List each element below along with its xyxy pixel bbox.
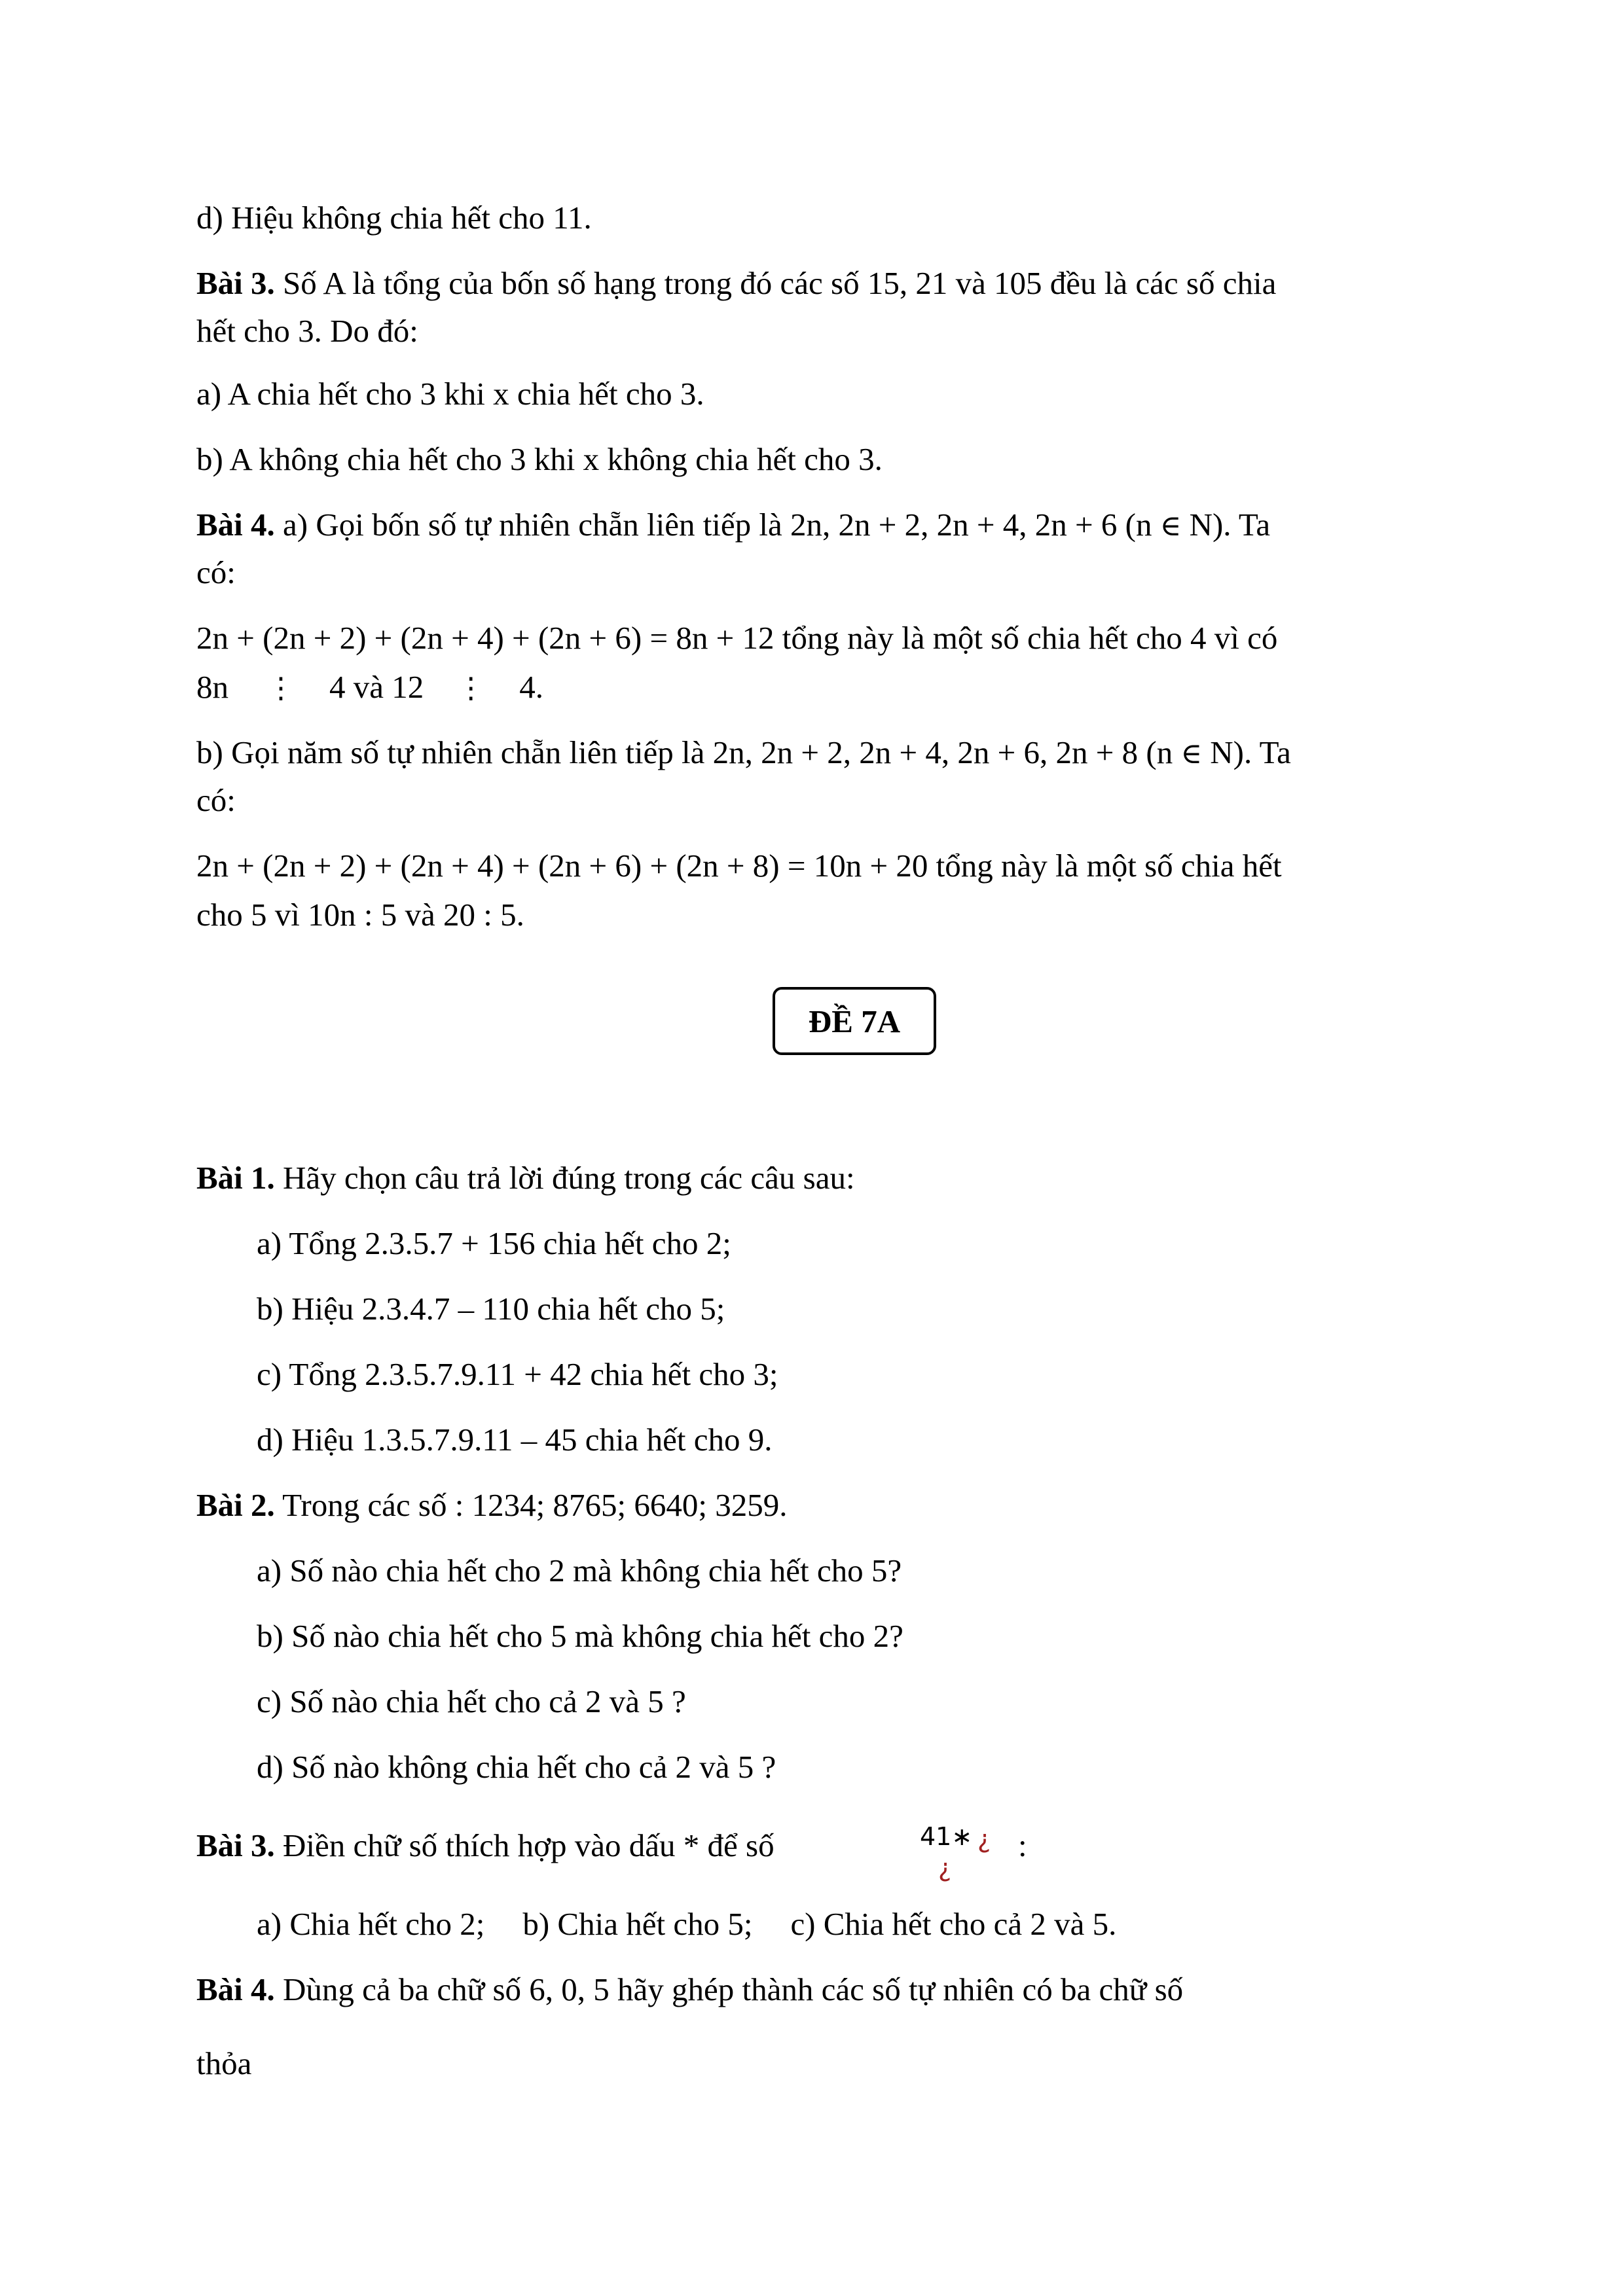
- q3-glyph-top: ¿: [977, 1825, 991, 1854]
- bai3-answer-a: [196, 374, 704, 414]
- q3-glyph-bottom: ¿: [938, 1854, 952, 1882]
- q1-option: [257, 1289, 725, 1329]
- q4-text: Dùng cả ba chữ số 6, 0, 5 hãy ghép thành các số tự nhiên có ba chữ số: [274, 1971, 1184, 2007]
- bai3-line-2: [196, 312, 418, 351]
- exam-q4-cont: [196, 2044, 251, 2083]
- answer-line-d: [196, 198, 592, 238]
- q3-label: Bài 3.: [196, 1827, 275, 1863]
- bai3-label: Bài 3.: [196, 265, 275, 301]
- q1-text: Hãy chọn câu trả lời đúng trong các câu sau:: [274, 1160, 855, 1196]
- exam-title: ĐỀ 7A: [808, 1003, 901, 1039]
- bai3-b-text: b) A không chia hết cho 3 khi x không chia hết cho 3.: [196, 441, 883, 477]
- eq1-part-8n: 8n: [196, 669, 228, 705]
- q2-option-a: a) Số nào chia hết cho 2 mà không chia hết cho 5?: [257, 1552, 902, 1588]
- bai3-text: Số A là tổng của bốn số hạng trong đó các số 15, 21 và 105 đều là các số chia: [274, 265, 1277, 301]
- equation-1: [196, 619, 1277, 658]
- q2-option-d: d) Số nào không chia hết cho cả 2 và 5 ?: [257, 1749, 776, 1785]
- bai4-co: có:: [196, 554, 236, 590]
- bai4-text-end: N). Ta: [1181, 507, 1271, 543]
- q3-number: 41∗: [920, 1822, 973, 1851]
- bai3-line-1: [196, 264, 1276, 303]
- q3-options: [257, 1905, 1116, 1944]
- exam-q1: [196, 1158, 855, 1198]
- q2-option-c: c) Số nào chia hết cho cả 2 và 5 ?: [257, 1683, 686, 1719]
- q1-option: [257, 1420, 772, 1460]
- bai4-b-line-2: [196, 781, 236, 820]
- bai3-answer-b: [196, 440, 883, 479]
- equation-1-cont: [196, 668, 543, 708]
- q2-option: [257, 1748, 776, 1787]
- bai3-a-text: a) A chia hết cho 3 khi x chia hết cho 3.: [196, 376, 704, 412]
- q3-colon: [1018, 1826, 1027, 1865]
- q2-option: [257, 1617, 903, 1656]
- bai4-label: Bài 4.: [196, 507, 275, 543]
- equation-2-text: 2n + (2n + 2) + (2n + 4) + (2n + 6) + (2n + 8) = 10n + 20 tổng này là một số chia hết: [196, 848, 1282, 884]
- q3-option-a: a) Chia hết cho 2;: [257, 1906, 485, 1942]
- q1-label: Bài 1.: [196, 1160, 275, 1196]
- bai4-line-2: [196, 553, 236, 592]
- q2-label: Bài 2.: [196, 1487, 275, 1523]
- bai4-b-line-1: [196, 733, 1291, 774]
- equation-2-cont-text: cho 5 vì 10n : 5 và 20 : 5.: [196, 897, 524, 933]
- divides-symbol: ⋮: [266, 672, 295, 705]
- bai4-line-1: [196, 505, 1270, 546]
- q3-number-expression: [920, 1822, 1005, 1888]
- q3-text: Điền chữ số thích hợp vào dấu * để số: [274, 1827, 775, 1863]
- q4-text-cont: thỏa: [196, 2045, 252, 2081]
- q1-option: [257, 1355, 778, 1394]
- answer-text: d) Hiệu không chia hết cho 11.: [196, 200, 592, 236]
- eq1-part-4: 4.: [519, 669, 543, 705]
- equation-1-text: 2n + (2n + 2) + (2n + 4) + (2n + 6) = 8n + 12 tổng này là một số chia hết cho 4 vì có: [196, 620, 1278, 656]
- bai4-b-text-end: N). Ta: [1202, 734, 1291, 770]
- q2-option: [257, 1551, 902, 1590]
- bai4-b-co: có:: [196, 782, 236, 818]
- q1-option-d: d) Hiệu 1.3.5.7.9.11 – 45 chia hết cho 9.: [257, 1422, 773, 1458]
- q2-option-b: b) Số nào chia hết cho 5 mà không chia hết cho 2?: [257, 1618, 903, 1654]
- q1-option: [257, 1224, 731, 1263]
- equation-2: [196, 846, 1282, 886]
- q3-colon-text: :: [1018, 1827, 1027, 1863]
- bai4-b-text: b) Gọi năm số tự nhiên chẵn liên tiếp là 2n, 2n + 2, 2n + 4, 2n + 6, 2n + 8 (n: [196, 734, 1181, 770]
- element-of-symbol: ∈: [1180, 737, 1203, 770]
- q3-option-c: c) Chia hết cho cả 2 và 5.: [790, 1906, 1117, 1942]
- exam-q4: [196, 1970, 1183, 2009]
- q1-option-c: c) Tổng 2.3.5.7.9.11 + 42 chia hết cho 3;: [257, 1356, 778, 1392]
- bai3-text-cont: hết cho 3. Do đó:: [196, 313, 418, 349]
- bai4-text: a) Gọi bốn số tự nhiên chẵn liên tiếp là 2n, 2n + 2, 2n + 4, 2n + 6 (n: [274, 507, 1160, 543]
- element-of-symbol: ∈: [1159, 509, 1182, 543]
- q2-option: [257, 1682, 686, 1721]
- q1-option-a: a) Tổng 2.3.5.7 + 156 chia hết cho 2;: [257, 1225, 731, 1261]
- exam-title-box: [773, 987, 936, 1055]
- exam-q2: [196, 1486, 787, 1525]
- q2-text: Trong các số : 1234; 8765; 6640; 3259.: [274, 1487, 788, 1523]
- exam-q3: [196, 1826, 775, 1865]
- q4-label: Bài 4.: [196, 1971, 275, 2007]
- q1-option-b: b) Hiệu 2.3.4.7 – 110 chia hết cho 5;: [257, 1291, 725, 1327]
- divides-symbol: ⋮: [456, 672, 486, 705]
- equation-2-cont: [196, 895, 524, 935]
- q3-option-b: b) Chia hết cho 5;: [522, 1906, 753, 1942]
- eq1-part-4-12: 4 và 12: [329, 669, 424, 705]
